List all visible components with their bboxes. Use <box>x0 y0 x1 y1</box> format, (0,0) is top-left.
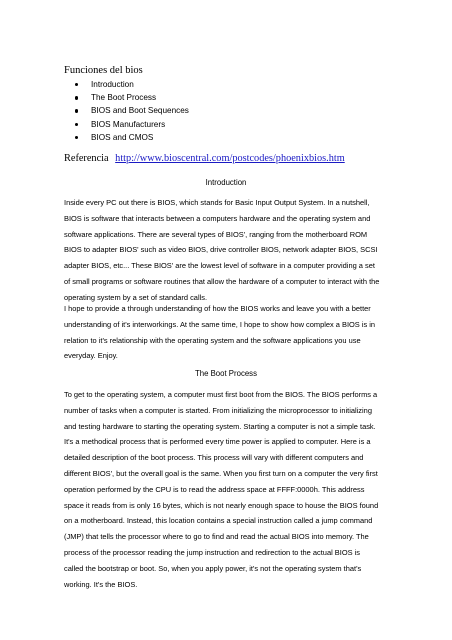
bullet-icon <box>75 83 78 86</box>
bullet-icon <box>75 123 78 126</box>
text-line: adapter BIOS, etc... These BIOS' are the lowest level of software in a computer providing a set <box>64 261 375 271</box>
paragraph-intro-2 <box>64 301 394 364</box>
reference-link[interactable]: http://www.bioscentral.com/postcodes/phoenixbios.htm <box>115 153 345 164</box>
text-line: operation performed by the CPU is to read the address space at FFFF:0000h. This address <box>64 484 365 494</box>
text-line: operating system by a set of standard calls. <box>64 292 208 302</box>
text-line: BIOS is software that interacts between a computers hardware and the operating system and <box>64 213 371 223</box>
text-line: software applications. There are several types of BIOS', ranging from the motherboard ROM <box>64 229 368 239</box>
text-line: on a motherboard. Instead, this location contains a special instruction called a jump command <box>64 516 373 526</box>
document-heading: Funciones del bios <box>64 65 143 76</box>
text-line: To get to the operating system, a computer must first boot from the BIOS. The BIOS performs a <box>64 390 378 399</box>
text-line: I hope to provide a through understanding of how the BIOS works and leave you with a better <box>64 304 371 313</box>
text-line: different BIOS', but the overall goal is the same. When you first turn on a computer the very first <box>64 468 378 478</box>
text-line: understanding of it's interworkings. At the same time, I hope to show how complex a BIOS is in <box>64 319 376 329</box>
paragraph-boot-1 <box>64 387 394 592</box>
reference-label: Referencia <box>64 153 109 164</box>
bullet-icon <box>75 109 78 112</box>
text-line: (JMP) that tells the processor where to go to find and read the actual BIOS into memory. The <box>64 532 369 542</box>
text-line: relation to it's relationship with the operating system and the software applications you use <box>64 335 361 345</box>
bullet-icon <box>75 96 78 99</box>
text-line: working. It's the BIOS. <box>64 579 138 589</box>
topic-label: BIOS and CMOS <box>91 132 154 142</box>
text-line: process of the processor reading the jump instruction and redirection to the actual BIOS is <box>64 547 361 557</box>
section-title-introduction: Introduction <box>205 178 247 187</box>
text-line: everyday. Enjoy. <box>64 351 118 361</box>
text-line: Inside every PC out there is BIOS, which stands for Basic Input Output System. In a nutshell, <box>64 198 370 207</box>
topic-label: Introduction <box>91 80 134 89</box>
paragraph-intro-1 <box>64 195 394 306</box>
topic-label: The Boot Process <box>91 93 157 103</box>
text-line: detailed description of the boot process. This process will vary with different computers and <box>64 453 364 463</box>
text-line: BIOS to adapter BIOS' such as video BIOS, drive controller BIOS, network adapter BIOS, SCSI <box>64 245 378 255</box>
bullet-icon <box>75 136 78 139</box>
section-title-boot-process: The Boot Process <box>195 369 257 378</box>
topic-label: BIOS and Boot Sequences <box>91 106 189 116</box>
text-line: It's a methodical process that is performed every time power is applied to computer. Here is a <box>64 437 371 447</box>
text-line: and testing hardware to starting the operating system. Starting a computer is not a simple task. <box>64 421 376 431</box>
text-line: of small programs or software routines that allow the hardware of a computer to interact with the <box>64 276 380 286</box>
topic-label: BIOS Manufacturers <box>91 119 166 129</box>
reference-line <box>64 152 345 165</box>
text-line: space it reads from is only 16 bytes, which is not nearly enough space to house the BIOS found <box>64 500 379 510</box>
text-line: number of tasks when a computer is started. From initializing the microprocessor to initializing <box>64 405 372 415</box>
text-line: called the bootstrap or boot. So, when you apply power, it's not the operating system that's <box>64 563 362 573</box>
